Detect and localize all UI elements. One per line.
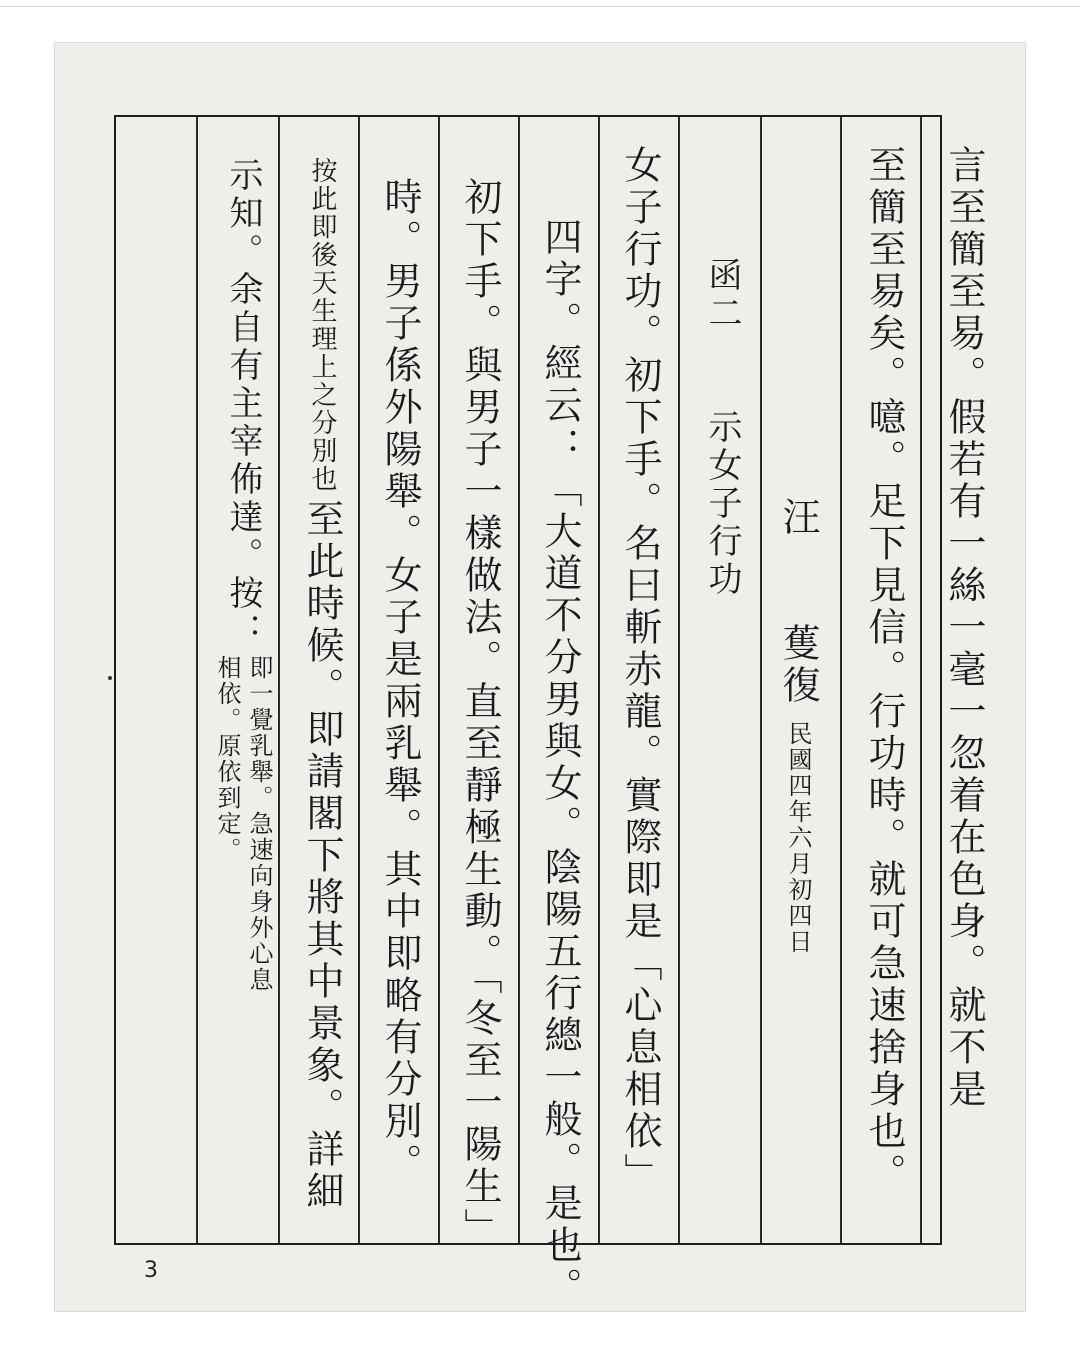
text-column-1 [936, 145, 992, 1111]
annotation-pair [212, 655, 274, 993]
column-rule [438, 117, 440, 1243]
column-text: 至簡至易矣。噫。足下見信。行功時。就可急速捨身也。 [862, 145, 906, 1195]
column-text: 言至簡至易。假若有一絲一毫一忽着在色身。就不是 [942, 145, 986, 1111]
annotation-text: 即一覺乳舉。急速向身外心息 [245, 655, 273, 993]
text-column-7 [452, 177, 508, 1250]
column-rule [760, 117, 762, 1243]
column-rule [840, 117, 842, 1243]
column-text: 至此時候。即請閣下將其中景象。詳細 [300, 499, 344, 1213]
column-text: 時。男子係外陽舉。女子是兩乳舉。其中即略有分別。 [378, 177, 422, 1185]
page-number: 3 [144, 1258, 158, 1283]
column-rule [678, 117, 680, 1243]
annotation-pair [307, 157, 337, 493]
text-column-10 [212, 157, 274, 993]
text-column-2 [856, 145, 912, 1195]
column-frame [114, 115, 986, 1309]
column-rule [358, 117, 360, 1243]
letter-heading: 函二 示女子行功 [702, 257, 742, 599]
column-rule [278, 117, 280, 1243]
letter-date: 民國四年六月初四日 [784, 721, 812, 955]
column-rule [920, 117, 922, 1243]
column-rule [518, 117, 520, 1243]
letter-heading-column [694, 257, 750, 599]
annotation-text: 按此即後天生理上之分別也 [307, 157, 337, 493]
text-column-5 [612, 145, 668, 1195]
signature-column [770, 497, 826, 955]
margin-dot [108, 676, 112, 680]
text-column-9 [292, 157, 352, 1213]
signature: 汪 蒦復 [776, 497, 820, 707]
manuscript-page [54, 42, 1026, 1312]
annotation-text: 相依。原依到定。 [213, 655, 241, 863]
top-divider [0, 6, 1080, 7]
text-column-8 [372, 177, 428, 1185]
column-rule [598, 117, 600, 1243]
column-text: 示知。余自有主宰佈達。按： [223, 157, 263, 651]
text-column-6 [532, 217, 588, 1309]
column-text: 四字。經云：「大道不分男與女。陰陽五行總一般。是也。 [538, 217, 582, 1309]
column-rule [196, 117, 198, 1243]
column-text: 女子行功。初下手。名曰斬赤龍。實際即是「心息相依」 [618, 145, 662, 1195]
column-text: 初下手。與男子一樣做法。直至靜極生動。「冬至一陽生」 [458, 177, 502, 1250]
